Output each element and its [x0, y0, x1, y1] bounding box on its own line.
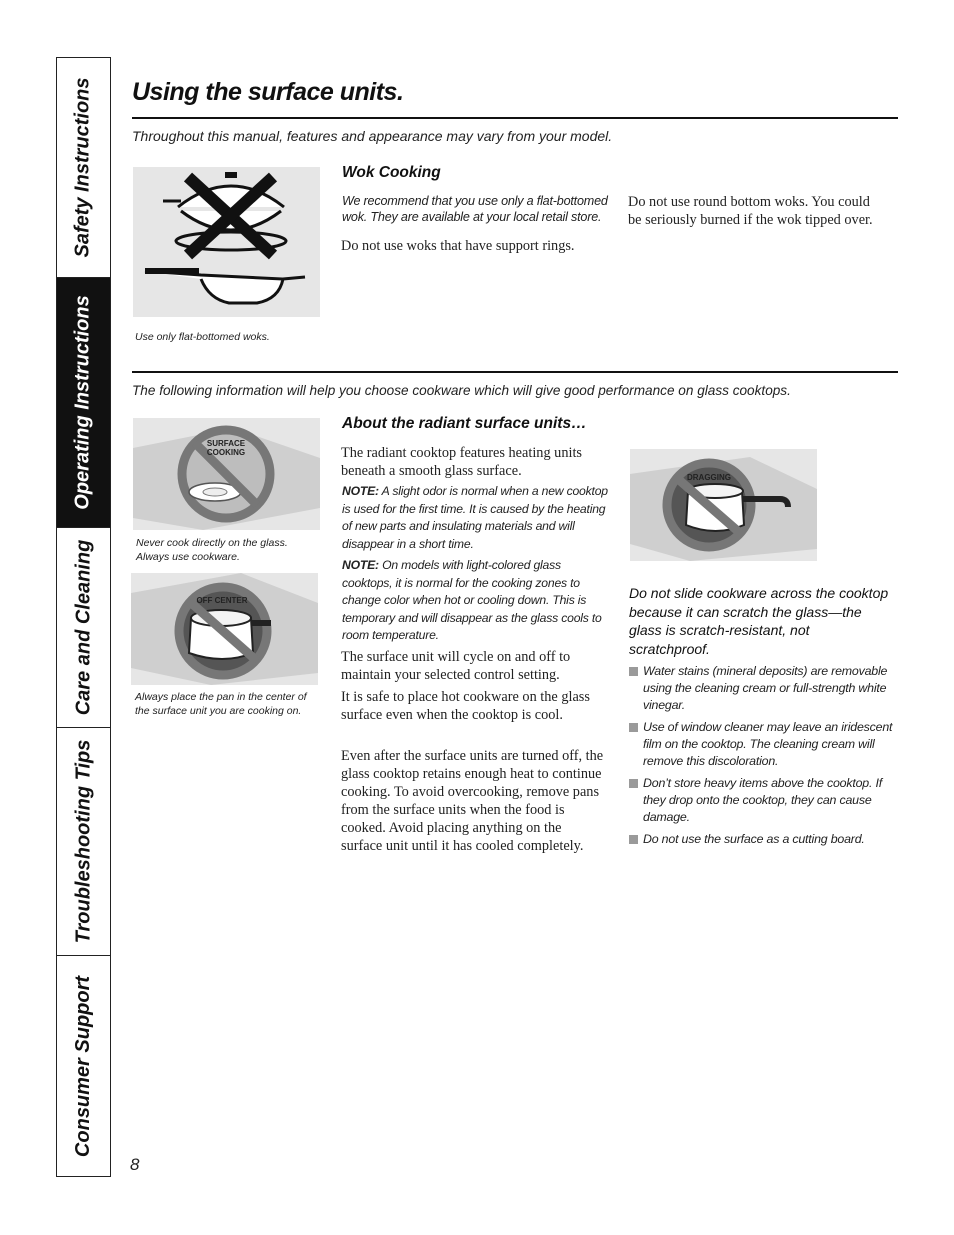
- wok-heading: Wok Cooking: [342, 164, 441, 181]
- dragging-illustration: [630, 449, 817, 561]
- section-rule: [132, 371, 898, 373]
- bullet-text: Water stains (mineral deposits) are removable using the cleaning cream or full-strength white vinegar.: [643, 664, 888, 712]
- list-item: [629, 831, 899, 848]
- surface-label-1: SURFACE: [206, 439, 246, 448]
- wok-italic-text: We recommend that you use only a flat-bottomed wok. They are available at your local retail store.: [342, 194, 608, 224]
- radiant-p1: The radiant cooktop features heating units beneath a smooth glass surface.: [341, 445, 582, 479]
- cookware-intro: The following information will help you choose cookware which will give good performance on glass cooktops.: [132, 383, 791, 398]
- section-tabs: [56, 57, 111, 1177]
- wok-text-2: Do not use round bottom woks. You could be seriously burned if the wok tipped over.: [628, 194, 873, 228]
- note-label: NOTE:: [342, 558, 379, 572]
- off-center-illustration: [131, 573, 318, 685]
- off-center-caption: Always place the pan in the center of the surface unit you are cooking on.: [135, 691, 307, 717]
- bullet-square-icon: [629, 835, 638, 844]
- tab-operating-instructions[interactable]: [57, 278, 110, 528]
- wok-illustration: [133, 167, 320, 317]
- note-text: A slight odor is normal when a new cooktop is used for the first time. It is caused by the heating of new parts and insulating materials and will disappear in a short time.: [342, 484, 608, 551]
- tab-label: Safety Instructions: [72, 77, 95, 258]
- tab-label: Troubleshooting Tips: [72, 739, 95, 944]
- surface-label-2: COOKING: [206, 448, 246, 457]
- bullet-square-icon: [629, 779, 638, 788]
- radiant-note-1: [342, 483, 612, 553]
- tab-care-and-cleaning[interactable]: [57, 528, 110, 728]
- dragging-label: DRAGGING: [687, 473, 731, 482]
- tab-consumer-support[interactable]: [57, 956, 110, 1176]
- bullet-text: Use of window cleaner may leave an iridescent film on the cooktop. The cleaning cream will remove this discoloration.: [643, 720, 893, 768]
- bullet-square-icon: [629, 667, 638, 676]
- radiant-p3: It is safe to place hot cookware on the glass surface even when the cooktop is cool.: [341, 689, 590, 723]
- wok-text-1: Do not use woks that have support rings.: [341, 238, 575, 254]
- bullet-text: Do not use the surface as a cutting board.: [643, 832, 865, 846]
- offcenter-label: OFF CENTER: [196, 596, 248, 605]
- care-bullet-list: [629, 663, 899, 853]
- tab-label: Care and Cleaning: [72, 539, 95, 716]
- note-text: On models with light-colored glass cooktops, it is normal for the cooking zones to change color when hot or cooling down. This is temporary and will disappear as the glass cools to room temperature.: [342, 558, 602, 642]
- tab-troubleshooting-tips[interactable]: [57, 728, 110, 956]
- surface-cooking-illustration: [133, 418, 320, 530]
- tab-label: Consumer Support: [72, 975, 94, 1157]
- wok-caption: Use only flat-bottomed woks.: [135, 331, 270, 343]
- bullet-square-icon: [629, 723, 638, 732]
- surface-cooking-caption: Never cook directly on the glass. Always use cookware.: [136, 537, 288, 563]
- list-item: [629, 663, 899, 714]
- radiant-note-2: [342, 557, 612, 645]
- intro-text: Throughout this manual, features and appearance may vary from your model.: [132, 128, 613, 144]
- page-number: 8: [130, 1155, 140, 1174]
- scratch-warning: Do not slide cookware across the cooktop because it can scratch the glass—the glass is scratch-resistant, not scratchproof.: [629, 585, 889, 657]
- tab-label: Operating Instructions: [72, 295, 94, 510]
- bullet-text: Don’t store heavy items above the cooktop. If they drop onto the cooktop, they can cause damage.: [643, 776, 882, 824]
- list-item: [629, 775, 899, 826]
- radiant-p4: Even after the surface units are turned off, the glass cooktop retains enough heat to continue cooking. To avoid overcooking, remove pans from the surface units when the food is cooked. Avoid placing anything on the surface unit until it has cooled completely.: [341, 748, 604, 854]
- radiant-p2: The surface unit will cycle on and off to maintain your selected control setting.: [341, 649, 571, 683]
- title-rule: [132, 117, 898, 119]
- radiant-heading: About the radiant surface units…: [342, 415, 587, 432]
- list-item: [629, 719, 899, 770]
- tab-safety-instructions[interactable]: [57, 58, 110, 278]
- page-title: Using the surface units.: [132, 78, 404, 106]
- note-label: NOTE:: [342, 484, 379, 498]
